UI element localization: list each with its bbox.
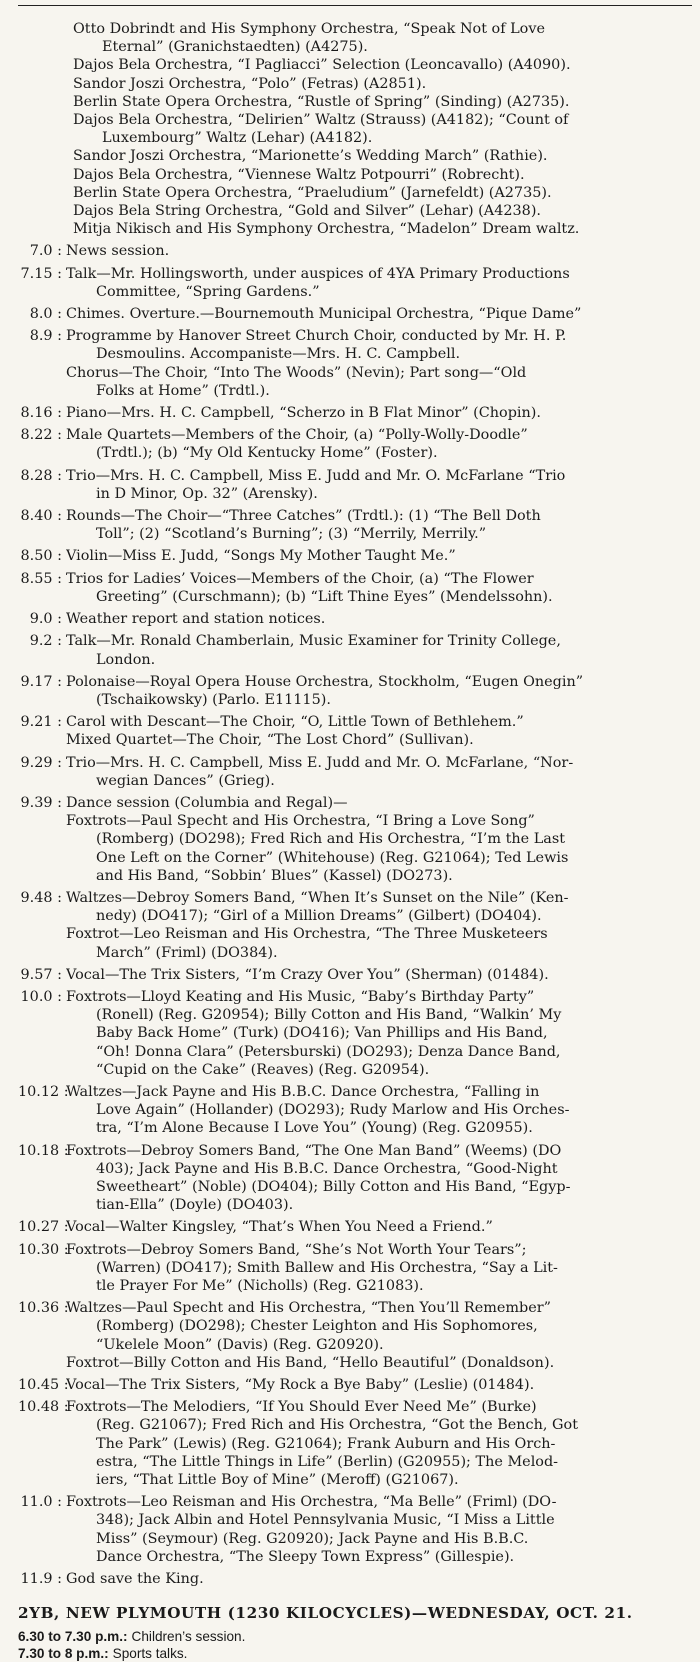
entry-body <box>66 547 680 565</box>
programme-entry <box>18 1570 680 1588</box>
programme-entry <box>18 966 680 984</box>
entry-line: Foxtrots—Paul Specht and His Orchestra, “I Bring a Love Song” <box>66 813 535 830</box>
entry-line: Love Again” (Hollander) (DO293); Rudy Marlow and His Orches- <box>96 1102 570 1119</box>
programme-entry <box>18 426 680 462</box>
entry-line: Vocal—The Trix Sisters, “My Rock a Bye Baby” (Leslie) (01484). <box>66 1377 535 1394</box>
entry-body <box>66 467 680 503</box>
entry-time: 8.50 : <box>20 548 62 565</box>
station-item-time: 6.30 to 7.30 p.m.: <box>18 1629 128 1645</box>
entry-body <box>66 966 680 984</box>
entry-time: 9.48 : <box>20 889 62 906</box>
entry-line: Weather report and station notices. <box>66 611 326 628</box>
entry-line: Foxtrots—Debroy Somers Band, “She’s Not Worth Your Tears”; <box>66 1241 527 1258</box>
entry-time: 9.57 : <box>20 966 62 983</box>
entry-body <box>66 1083 680 1138</box>
entry-line: Baby Back Home” (Turk) (DO416); Van Phillips and His Band, <box>96 1025 548 1042</box>
entry-time: 11.0 : <box>20 1494 62 1511</box>
entry-line: Rounds—The Choir—“Three Catches” (Trdtl.): (1) “The Bell Doth <box>66 508 541 525</box>
entry-line: Talk—Mr. Ronald Chamberlain, Music Examiner for Trinity College, <box>66 633 561 650</box>
entry-time: 8.28 : <box>20 467 62 484</box>
programme-schedule <box>18 242 680 1588</box>
entry-line: Talk—Mr. Hollingsworth, under auspices of 4YA Primary Productions <box>66 265 570 282</box>
record-line: Berlin State Opera Orchestra, “Rustle of Spring” (Sinding) (A2735). <box>73 93 570 110</box>
entry-line: tle Prayer For Me” (Nicholls) (Reg. G21083). <box>96 1278 424 1294</box>
programme-entry <box>18 610 680 628</box>
programme-entry <box>18 305 680 323</box>
entry-line: Mixed Quartet—The Choir, “The Lost Chord” (Sullivan). <box>66 732 474 749</box>
station-item-time: 7.30 to 8 p.m.: <box>18 1646 109 1662</box>
programme-entry <box>18 507 680 543</box>
programme-page <box>18 20 680 1662</box>
entry-time: 10.36 : <box>18 1300 69 1317</box>
entry-line: Greeting” (Curschmann); (b) “Lift Thine Eyes” (Mendelssohn). <box>96 588 553 605</box>
entry-line: 403); Jack Payne and His B.B.C. Dance Orchestra, “Good-Night <box>96 1160 558 1177</box>
entry-body <box>66 404 680 422</box>
entry-body <box>66 988 680 1079</box>
programme-entry <box>18 570 680 606</box>
programme-entry <box>18 1241 680 1296</box>
entry-line: tian-Ella” (Doyle) (DO403). <box>96 1197 294 1214</box>
programme-entry <box>18 713 680 749</box>
entry-line: Foxtrot—Billy Cotton and His Band, “Hello Beautiful” (Donaldson). <box>66 1354 555 1371</box>
entry-time: 8.40 : <box>20 508 62 525</box>
entry-time: 9.17 : <box>20 673 62 690</box>
station-item-text: Sports talks. <box>112 1646 188 1662</box>
entry-line: Programme by Hanover Street Church Choir, conducted by Mr. H. P. <box>66 328 567 345</box>
entry-time: 9.2 : <box>29 633 62 650</box>
entry-line: News session. <box>66 243 170 260</box>
entry-body <box>66 1376 680 1394</box>
record-line: Mitja Nikisch and His Symphony Orchestra, “Madelon” Dream waltz. <box>73 221 580 238</box>
entry-time: 10.30 : <box>18 1241 69 1258</box>
programme-entry <box>18 1493 680 1566</box>
station-item-text: Children’s session. <box>131 1629 246 1645</box>
record-line: Otto Dobrindt and His Symphony Orchestra, “Speak Not of Love <box>73 21 545 37</box>
entry-line: Dance session (Columbia and Regal)— <box>66 794 348 811</box>
programme-entry <box>18 404 680 422</box>
entry-line: iers, “That Little Boy of Mine” (Meroff) (G21067). <box>96 1472 459 1489</box>
entry-body <box>66 1299 680 1372</box>
entry-line: (Trdtl.); (b) “My Old Kentucky Home” (Foster). <box>96 445 438 462</box>
entry-line: Desmoulins. Accompaniste—Mrs. H. C. Campbell. <box>96 346 461 363</box>
programme-entry <box>18 673 680 709</box>
entry-line: Waltzes—Paul Specht and His Orchestra, “Then You’ll Remember” <box>66 1300 551 1317</box>
entry-line: and His Band, “Sobbin’ Blues” (Kassel) (DO273). <box>96 867 453 884</box>
programme-entry <box>18 1218 680 1236</box>
entry-line: “Cupid on the Cake” (Reaves) (Reg. G20954). <box>96 1061 430 1078</box>
entry-body <box>66 889 680 962</box>
entry-line: Trios for Ladies’ Voices—Members of the Choir, (a) “The Flower <box>66 570 534 587</box>
entry-line: (Romberg) (DO298); Fred Rich and His Orchestra, “I’m the Last <box>96 831 566 848</box>
entry-body <box>66 754 680 790</box>
entry-time: 7.0 : <box>29 243 62 260</box>
entry-time: 9.21 : <box>20 714 62 731</box>
entry-body <box>66 570 680 606</box>
programme-entry <box>18 794 680 885</box>
entry-time: 10.18 : <box>18 1142 69 1159</box>
entry-line: London. <box>96 651 156 668</box>
programme-entry <box>18 467 680 503</box>
entry-line: estra, “The Little Things in Life” (Berlin) (G20955); The Melod- <box>96 1453 559 1470</box>
entry-line: Vocal—The Trix Sisters, “I’m Crazy Over You” (Sherman) (01484). <box>66 966 549 983</box>
entry-body <box>66 610 680 628</box>
programme-entry <box>18 265 680 301</box>
entry-time: 10.48 : <box>18 1399 69 1416</box>
record-line: Dajos Bela Orchestra, “Delirien” Waltz (Strauss) (A4182); “Count of <box>73 112 569 129</box>
entry-line: (Ronell) (Reg. G20954); Billy Cotton and His Band, “Walkin’ My <box>96 1007 562 1024</box>
entry-body <box>66 242 680 260</box>
record-line: Berlin State Opera Orchestra, “Praeludium” (Jarnefeldt) (A2735). <box>73 184 552 201</box>
entry-time: 9.0 : <box>29 611 62 628</box>
programme-entry <box>18 1142 680 1215</box>
programme-entry <box>18 242 680 260</box>
top-rule <box>18 5 692 6</box>
entry-body <box>66 1493 680 1566</box>
entry-time: 10.12 : <box>18 1083 69 1100</box>
programme-entry <box>18 1083 680 1138</box>
record-line: Dajos Bela Orchestra, “Viennese Waltz Potpourri” (Robrecht). <box>73 166 525 183</box>
entry-time: 11.9 : <box>20 1571 62 1588</box>
programme-entry <box>18 1299 680 1372</box>
programme-entry <box>18 988 680 1079</box>
entry-body <box>66 794 680 885</box>
entry-line: Chorus—The Choir, “Into The Woods” (Nevin); Part song—“Old <box>66 364 527 381</box>
entry-line: Male Quartets—Members of the Choir, (a) “Polly-Wolly-Doodle” <box>66 427 528 444</box>
entry-line: “Ukelele Moon” (Davis) (Reg. G20920). <box>96 1336 384 1353</box>
entry-line: Vocal—Walter Kingsley, “That’s When You Need a Friend.” <box>66 1219 493 1236</box>
entry-line: “Oh! Donna Clara” (Petersburski) (DO293); Denza Dance Band, <box>96 1043 561 1060</box>
entry-line: Carol with Descant—The Choir, “O, Little Town of Bethlehem.” <box>66 714 524 731</box>
entry-body <box>66 1398 680 1489</box>
programme-entry <box>18 889 680 962</box>
entry-line: Dance Orchestra, “The Sleepy Town Express” (Gillespie). <box>96 1548 515 1565</box>
entry-body <box>66 327 680 400</box>
programme-entry <box>18 632 680 668</box>
entry-body <box>66 1241 680 1296</box>
entry-line: Foxtrots—Leo Reisman and His Orchestra, “Ma Belle” (Friml) (DO- <box>66 1494 557 1511</box>
record-line: Sandor Joszi Orchestra, “Polo” (Fetras) (A2851). <box>73 75 427 92</box>
entry-line: nedy) (DO417); “Girl of a Million Dreams” (Gilbert) (DO404). <box>96 908 542 925</box>
entry-line: tra, “I’m Alone Because I Love You” (Young) (Reg. G20955). <box>96 1120 533 1137</box>
entry-line: in D Minor, Op. 32” (Arensky). <box>96 485 318 502</box>
entry-line: Trio—Mrs. H. C. Campbell, Miss E. Judd and Mr. O. McFarlane, “Nor- <box>66 754 574 771</box>
entry-body <box>66 1570 680 1588</box>
entry-time: 10.0 : <box>20 988 62 1005</box>
programme-entry <box>18 1376 680 1394</box>
entry-line: Toll”; (2) “Scotland’s Burning”; (3) “Merrily, Merrily.” <box>96 526 487 543</box>
entry-line: March” (Friml) (DO384). <box>96 944 278 961</box>
station-item <box>18 1628 680 1645</box>
entry-line: Polonaise—Royal Opera House Orchestra, Stockholm, “Eugen Onegin” <box>66 673 584 690</box>
entry-line: God save the King. <box>66 1571 204 1588</box>
entry-time: 8.0 : <box>29 306 62 323</box>
entry-body <box>66 265 680 301</box>
programme-entry <box>18 547 680 565</box>
entry-line: Sweetheart” (Noble) (DO404); Billy Cotton and His Band, “Egyp- <box>96 1178 571 1195</box>
entry-line: Committee, “Spring Gardens.” <box>96 283 320 300</box>
programme-entry <box>18 754 680 790</box>
entry-line: Waltzes—Jack Payne and His B.B.C. Dance Orchestra, “Falling in <box>66 1083 540 1100</box>
entry-line: (Warren) (DO417); Smith Ballew and His Orchestra, “Say a Lit- <box>96 1259 558 1276</box>
entry-time: 8.9 : <box>29 328 62 345</box>
entry-time: 9.29 : <box>20 754 62 771</box>
entry-line: Miss” (Seymour) (Reg. G20920); Jack Payne and His B.B.C. <box>96 1530 529 1547</box>
entry-time: 7.15 : <box>20 265 62 282</box>
entry-line: One Left on the Corner” (Whitehouse) (Reg. G21064); Ted Lewis <box>96 849 569 866</box>
entry-time: 10.27 : <box>18 1219 69 1236</box>
entry-time: 8.55 : <box>20 570 62 587</box>
entry-body <box>66 632 680 668</box>
entry-time: 8.22 : <box>20 427 62 444</box>
entry-line: Foxtrot—Leo Reisman and His Orchestra, “The Three Musketeers <box>66 926 548 943</box>
entry-line: Trio—Mrs. H. C. Campbell, Miss E. Judd and Mr. O. McFarlane “Trio <box>66 467 566 484</box>
entry-body <box>66 1142 680 1215</box>
entry-body <box>66 507 680 543</box>
entry-body <box>66 305 680 323</box>
entry-body <box>66 673 680 709</box>
record-line: Dajos Bela Orchestra, “I Pagliacci” Selection (Leoncavallo) (A4090). <box>73 57 571 74</box>
entry-time: 10.45 : <box>18 1377 69 1394</box>
entry-time: 8.16 : <box>20 405 62 422</box>
entry-line: Violin—Miss E. Judd, “Songs My Mother Taught Me.” <box>66 548 456 565</box>
entry-line: 348); Jack Albin and Hotel Pennsylvania Music, “I Miss a Little <box>96 1512 555 1529</box>
station-header: 2YB, NEW PLYMOUTH (1230 KILOCYCLES)—WEDNESDAY, OCT. 21. <box>18 1604 633 1623</box>
entry-line: Foxtrots—Debroy Somers Band, “The One Man Band” (Weems) (DO <box>66 1142 562 1159</box>
entry-line: (Tschaikowsky) (Parlo. E11115). <box>96 691 331 708</box>
entry-line: Chimes. Overture.—Bournemouth Municipal Orchestra, “Pique Dame” <box>66 306 582 323</box>
entry-line: Foxtrots—The Melodiers, “If You Should Ever Need Me” (Burke) <box>66 1399 537 1416</box>
station-item <box>18 1645 680 1662</box>
entry-line: (Reg. G21067); Fred Rich and His Orchestra, “Got the Bench, Got <box>96 1417 578 1434</box>
entry-line: (Romberg) (DO298); Chester Leighton and His Sophomores, <box>96 1318 538 1335</box>
entry-line: Piano—Mrs. H. C. Campbell, “Scherzo in B Flat Minor” (Chopin). <box>66 405 541 422</box>
record-line: Sandor Joszi Orchestra, “Marionette’s Wedding March” (Rathie). <box>73 148 548 165</box>
programme-entry <box>18 1398 680 1489</box>
entry-body <box>66 713 680 749</box>
entry-line: Waltzes—Debroy Somers Band, “When It’s Sunset on the Nile” (Ken- <box>66 889 569 906</box>
station-schedule <box>18 1628 680 1662</box>
entry-body <box>66 1218 680 1236</box>
entry-line: wegian Dances” (Grieg). <box>96 772 275 789</box>
entry-body <box>66 426 680 462</box>
entry-line: Foxtrots—Lloyd Keating and His Music, “Baby’s Birthday Party” <box>66 988 535 1005</box>
entry-time: 9.39 : <box>20 794 62 811</box>
record-line: Eternal” (Granichstaedten) (A4275). <box>102 39 368 56</box>
record-line: Luxembourg” Waltz (Lehar) (A4182). <box>102 130 373 147</box>
record-line: Dajos Bela String Orchestra, “Gold and Silver” (Lehar) (A4238). <box>73 203 542 220</box>
entry-line: The Park” (Lewis) (Reg. G21064); Frank Auburn and His Orch- <box>96 1435 556 1452</box>
entry-line: Folks at Home” (Trdtl.). <box>96 382 270 399</box>
intro-record-list <box>18 20 680 238</box>
programme-entry <box>18 327 680 400</box>
